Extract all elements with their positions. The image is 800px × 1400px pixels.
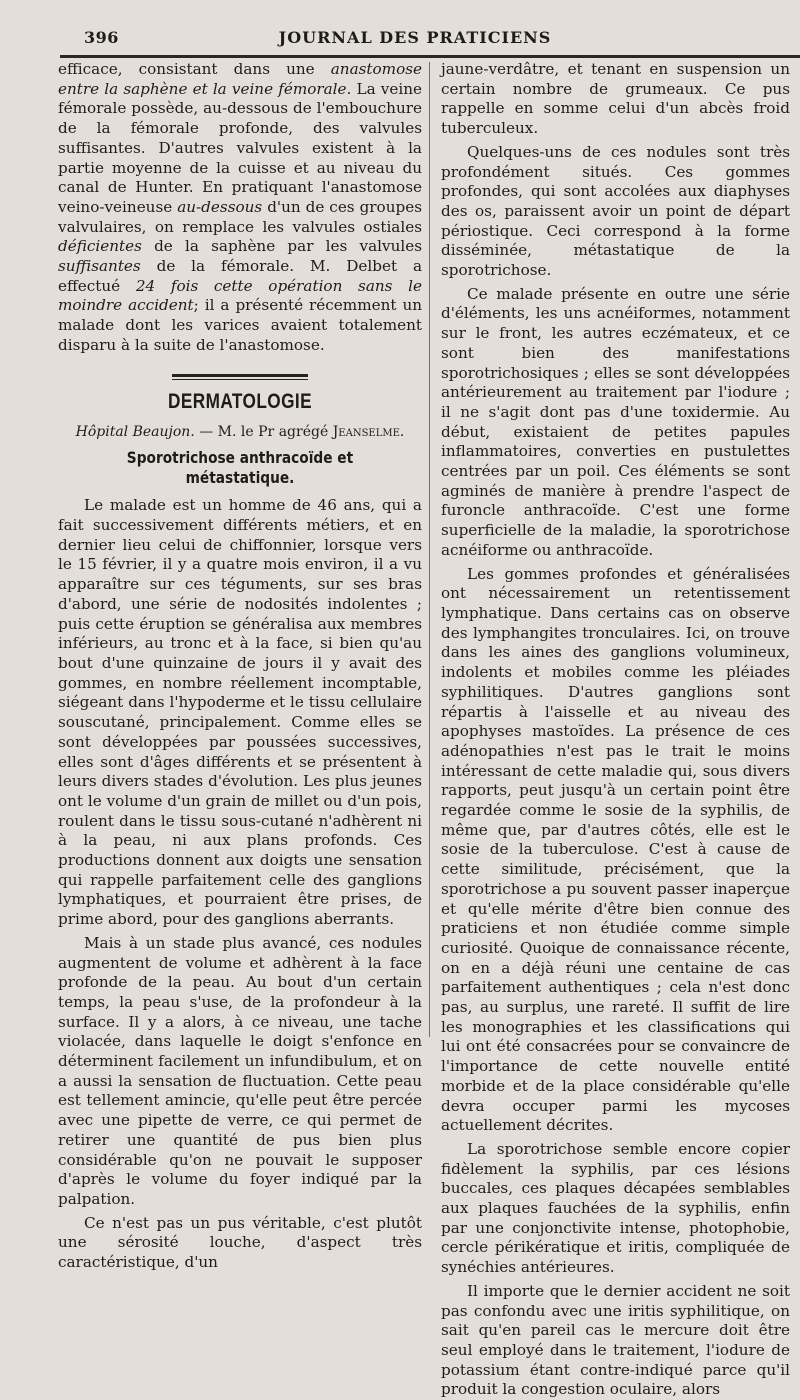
hospital-lecturer-prefix: — M. le Pr agrégé: [194, 424, 333, 441]
emphasis-text: anastomose entre la saphène et la veine fémorale: [58, 60, 422, 98]
case-title: Sporotrichose anthracoïde et métastatique.: [126, 448, 354, 487]
left-paragraph-4: Ce n'est pas un pus véritable, c'est plutôt une sérosité louche, d'aspect très caractéristique, d'un: [58, 1213, 422, 1272]
section-title: DERMATOLOGIE: [168, 389, 312, 413]
right-paragraph-6: Il importe que le dernier accident ne soit pas confondu avec une iritis syphilitique, on sait qu'en pareil cas le mercure doit être seul employé dans le traitement, l'iodure de potassium étant contre-indiqué parce qu'il produit la congestion oculaire, alors: [441, 1281, 790, 1399]
right-column: [441, 60, 790, 1400]
running-title: JOURNAL DES PRATICIENS: [278, 28, 552, 47]
left-paragraph-2: Le malade est un homme de 46 ans, qui a fait successivement différents métiers, et en dernier lieu celui de chiffonnier, lorsque vers le 15 février, il y a quatre mois environ, il a vu apparaître sur ces téguments, sur ses bras d'abord, une série de nodosités indolentes ; puis cette éruption se généralisa aux membres inférieurs, au tronc et à la face, si bien qu'au bout d'une quinzaine de jours il y avait des gommes, en nombre réellement incomptable, siégeant dans l'hypoderme et le tissu cellulaire souscutané, principalement. Comme elles se sont développées par poussées successives, elles sont d'âges différents et se présentent à leurs divers stades d'évolution. Les plus jeunes ont le volume d'un grain de millet ou d'un pois, roulent dans le tissu sous-cutané n'adhèrent ni à la peau, ni aux plans profonds. Ces productions donnent aux doigts une sensation qui rappelle parfaitement celle des ganglions lymphatiques, et pourraient être prises, de prime abord, pour des ganglions aberrants.: [58, 496, 422, 929]
header-rule: [60, 55, 800, 58]
right-paragraph-5: La sporotrichose semble encore copier fidèlement la syphilis, par ces lésions buccales, ces plaques décapées semblables aux plaques fauchées de la syphilis, enfin par une conjonctivite intense, photophobie, cercle périkératique et iritis, compliquée de synéchies antérieures.: [441, 1139, 790, 1277]
emphasis-text: déficientes: [58, 237, 142, 256]
emphasis-text: suffisantes: [58, 257, 141, 276]
emphasis-text: 24 fois cette opération sans le moindre accident: [58, 276, 422, 315]
right-paragraph-1: jaune-verdâtre, et tenant en suspension un certain nombre de grumeaux. Ce pus rappelle en somme celui d'un abcès froid tuberculeux.: [441, 60, 790, 138]
page-number: 396: [84, 28, 119, 47]
left-paragraph-3: Mais à un stade plus avancé, ces nodules augmentent de volume et adhèrent à la face profonde de la peau. Au bout d'un certain temps, la peau s'use, de la profondeur à la surface. Il y a alors, à ce niveau, une tache violacée, dans laquelle le doigt s'enfonce en déterminent facilement un infundibulum, et on a aussi la sensation de fluctuation. Cette peau est tellement amincie, qu'elle peut être percée avec une pipette de verre, ce qui permet de retirer une quantité de pus bien plus considérable qu'on ne pouvait le supposer d'après le volume du foyer indiqué par la palpation.: [58, 933, 422, 1208]
left-paragraph-1: efficace, consistant dans une anastomose entre la saphène et la veine fémorale. La veine fémorale possède, au-dessous de l'embouchure de la fémorale profonde, des valvules suffisantes. D'autres valvules existent à la partie moyenne de la cuisse et au niveau du canal de Hunter. En pratiquant l'anastomose veino-veineuse au-dessous d'un de ces groupes valvulaires, on remplace les valvules ostiales déficientes de la saphène par les valvules suffisantes de la fémorale. M. Delbet a effectué 24 fois cette opération sans le moindre accident; il a présenté récemment un malade dont les varices avaient totalement disparu à la suite de l'anastomose.: [58, 60, 423, 354]
section-ornament: [172, 374, 308, 380]
right-paragraph-4: Les gommes profondes et généralisées ont nécessairement un retentissement lymphatique. Dans certains cas on observe des lymphangites tronculaires. Ici, on trouve dans les aines des ganglions volumineux, indolents et mobiles comme les pléiades syphilitiques. D'autres ganglions sont répartis à l'aisselle et au niveau des apophyses mastoïdes. La présence de ces adénopathies n'est pas le trait le moins intéressant de cette maladie qui, sous divers rapports, peut jusqu'à un certain point être regardée comme le sosie de la syphilis, de même que, par d'autres côtés, elle est le sosie de la tuberculose. C'est à cause de cette similitude, précisément, que la sporotrichose a pu souvent passer inaperçue et qu'elle mérite d'être bien connue des praticiens et non étudiée comme simple curiosité. Quoique de connaissance récente, on en a déjà réuni une centaine de cas parfaitement authentiques ; cela n'est donc pas, au surplus, une rareté. Il suffit de lire les monographies et les classifications qui lui ont été consacrées pour se convaincre de l'importance de cette nouvelle entité morbide et de la place considérable qu'elle devra occuper parmi les mycoses actuellement décrites.: [441, 564, 790, 1135]
page-header: [0, 0, 800, 46]
emphasis-text: au-dessous: [177, 197, 263, 216]
left-column: [58, 60, 422, 1273]
hospital-name: Hôpital Beaujon.: [75, 424, 195, 441]
right-paragraph-3: Ce malade présente en outre une série d'éléments, les uns acnéiformes, notamment sur le front, les autres eczémateux, et ce sont bien des manifestations sporotrichosiques ; elles se sont développées antérieurement au traitement par l'iodure ; il ne s'agit dont pas d'une toxidermie. Au début, existaient de petites papules inflammatoires, converties en pustulettes centrées par un poil. Ces éléments se sont agminés de manière à prendre l'aspect de furoncle anthracoïde. C'est une forme superficielle de la maladie, la sporotrichose acnéiforme ou anthracoïde.: [441, 284, 790, 559]
hospital-author: Jeanselme.: [332, 424, 405, 441]
column-divider: [429, 62, 430, 1037]
right-paragraph-2: Quelques-uns de ces nodules sont très profondément situés. Ces gommes profondes, qui sont accolées aux diaphyses des os, paraissent avoir un point de départ périostique. Ceci correspond à la forme disséminée, métastatique de la sporotrichose.: [441, 142, 790, 280]
hospital-line: [58, 423, 422, 443]
